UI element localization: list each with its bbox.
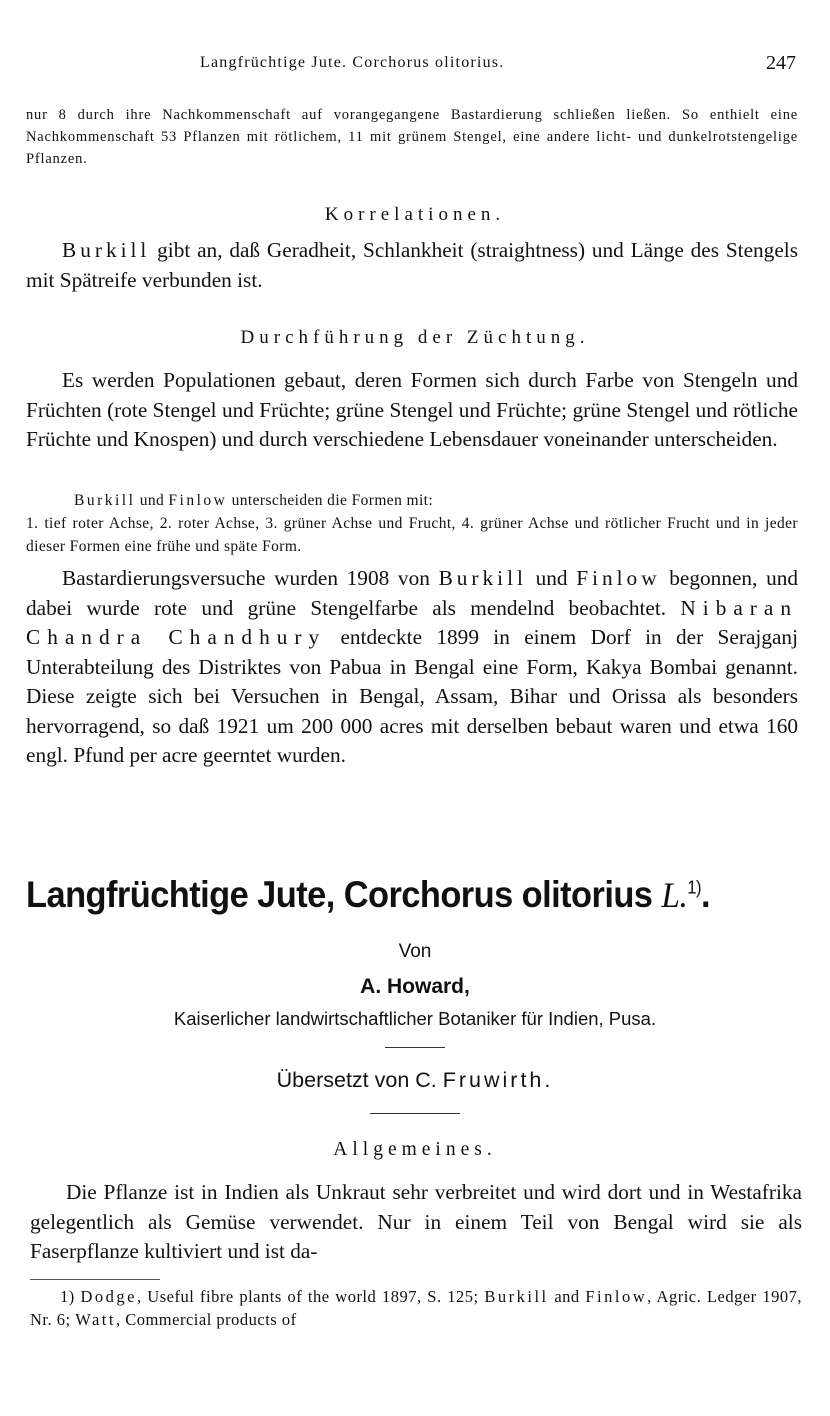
translator-prefix: Übersetzt von C. [276, 1068, 443, 1092]
author-name: Watt [75, 1310, 116, 1329]
text-run: , Commercial products of [115, 1310, 297, 1329]
author-name: Finlow [576, 566, 661, 590]
author-name: Nibaran Chandra Chandhury [26, 595, 798, 649]
footnote [30, 1285, 802, 1331]
author-name: Burkill [438, 566, 527, 590]
article-title [0, 874, 772, 916]
footnote-rule [30, 1279, 160, 1280]
korrelationen-paragraph [26, 236, 798, 295]
footnote-marker: 1) [60, 1287, 75, 1306]
text-run: begonnen, und dabei wurde rote und grüne Stengelfarbe als mendelnd beobachtet. [26, 566, 799, 620]
section-heading-allgemeines: Allgemeines. [333, 1139, 497, 1160]
forms-list: 1. tief roter Achse, 2. roter Achse, 3. grüner Achse und Frucht, 4. grüner Achse und rötlicher Frucht und in jeder dieser Formen eine frühe und späte Form. [26, 515, 798, 555]
divider-rule [370, 1113, 460, 1114]
bastardierung-paragraph [26, 564, 798, 771]
author-name: Finlow [168, 492, 228, 509]
affiliation-line: Kaiserlicher landwirtschaftlicher Botaniker für Indien, Pusa. [173, 1008, 657, 1029]
author-name: Burkill [74, 492, 136, 509]
text-run: , Useful fibre plants of the world 1897, S. 125; [136, 1287, 485, 1306]
section-heading-durchfuehrung: Durchführung der Züchtung. [240, 327, 590, 348]
divider-rule [385, 1047, 445, 1048]
continued-paragraph: nur 8 durch ihre Nachkommenschaft auf vorangegangene Bastardierung schließen ließen. So enthielt eine Nachkommenschaft 53 Pflanzen mit rötlichem, 11 mit grünem Stengel, eine andere licht- und dunkelrotstengelige Pflanzen. [26, 107, 798, 167]
author-line: A. Howard, [360, 975, 470, 998]
von-line: Von [398, 941, 432, 962]
page-number: 247 [766, 52, 796, 74]
translator-name: Fruwirth. [442, 1068, 554, 1092]
author-name: Burkill [484, 1287, 549, 1306]
running-header [200, 54, 800, 72]
allgemeines-paragraph: Die Pflanze ist in Indien als Unkraut sehr verbreitet und wird dort und in Westafrika gelegentlich als Gemüse verwendet. Nur in einem Teil von Bengal wird sie als Faserpflanze kultiviert und ist da- [30, 1180, 802, 1263]
running-title: Langfrüchtige Jute. Corchorus olitorius. [200, 54, 505, 71]
forms-intro: unterscheiden die Formen mit: [227, 492, 434, 509]
section-heading-korrelationen: Korrelationen. [324, 204, 506, 225]
footnote-ref: 1) [687, 877, 702, 898]
text-run: entdeckte 1899 in einem Dorf in der Serajganj Unterabteilung des Distriktes von Pabua in Bengal eine Form, Kakya Bombai genannt. Diese zeigte sich bei Versuchen in Bengal, Assam, Bihar und Orissa als besonders hervorragend, so daß 1921 um 200 000 acres mit derselben bebaut waren und etwa 160 engl. Pfund per acre geerntet wurden. [26, 625, 798, 767]
title-authority: L. [661, 875, 688, 915]
title-period: . [701, 874, 711, 915]
text-run: , Agric. Ledger 1907, Nr. 6; [30, 1287, 802, 1329]
durchfuehrung-paragraph: Es werden Populationen gebaut, deren Formen sich durch Farbe von Stengeln und Früchten (rote Stengel und Früchte; grüne Stengel und Früchte; grüne Stengel und rötliche Früchte und Knospen) und durch verschiedene Lebensdauer voneinander unterscheiden. [26, 368, 798, 451]
korrelationen-text: gibt an, daß Geradheit, Schlankheit (straightness) und Länge des Stengels mit Spätreife verbunden ist. [26, 238, 798, 292]
translator-line [0, 1068, 830, 1093]
author-name: Finlow [585, 1287, 648, 1306]
text-run: und [526, 566, 577, 590]
forms-list-paragraph [26, 489, 798, 558]
author-name: Dodge [80, 1287, 137, 1306]
author-name: Burkill [62, 238, 151, 262]
text-run: and [548, 1287, 586, 1306]
conjunction: und [135, 492, 169, 509]
title-text: Langfrüchtige Jute, Corchorus olitorius [26, 874, 653, 915]
text-run: Bastardierungsversuche wurden 1908 von [62, 566, 439, 590]
